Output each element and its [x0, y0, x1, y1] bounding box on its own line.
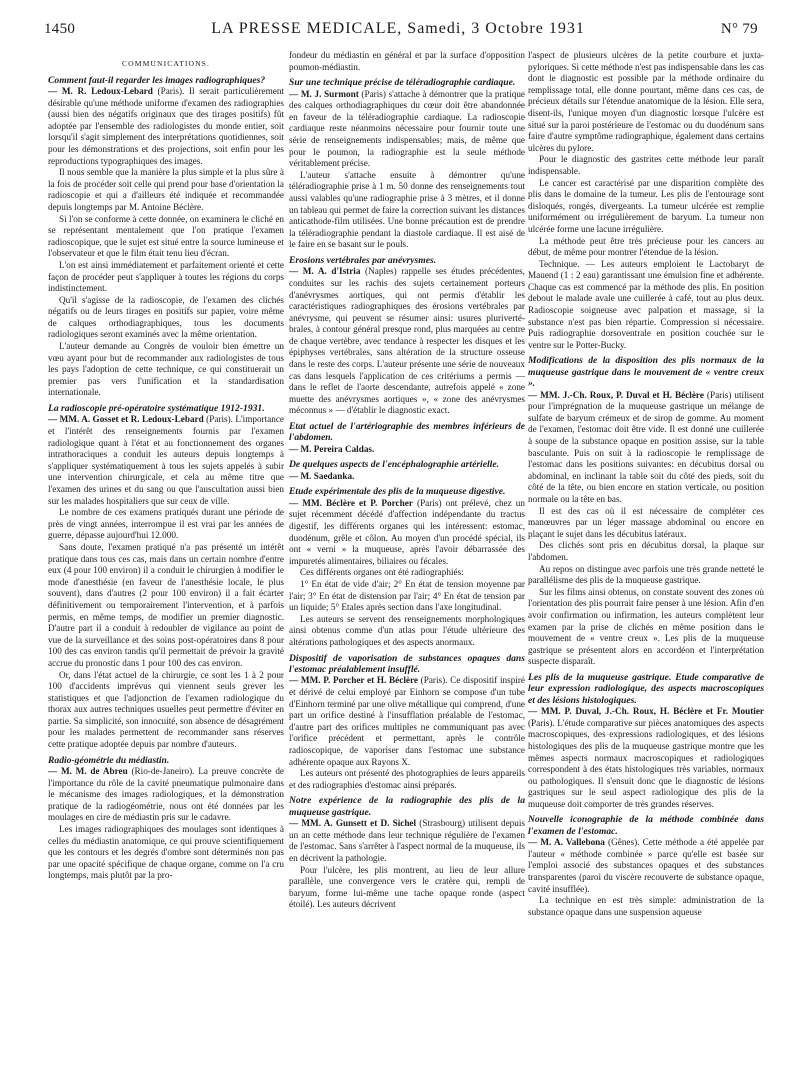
article-lead-text: (Rio-de-Janeiro). La preuve concrète de l'importance du rôle de la cavité pneumatique pulmonaire dans le mécanisme des images radiologiques, et la démonstration pratique de la radiogéométrie, nous ont été données par les moulages en cire de médiastin pris sur le cadavre.	[48, 766, 284, 823]
article-lead-text: (Gênes). Cette méthode a été appelée par l'auteur « méthode combinée » parce qu'elle est basée sur l'emploi associé des substances opaques et des substances transparentes (paroi du viscère recouverte de substance opaque, cavité insufflée).	[528, 837, 764, 894]
article	[289, 421, 525, 455]
article-title: Erosions vertébrales par anévrysmes.	[289, 254, 437, 266]
article-lead-text: (Paris) s'attache à démontrer que la pratique des calques orthodiagraphiques du cœur doit être abandonnée en faveur de la téléradiographie cardiaque. La radioscopie cardiaque reste néanmoins nécessaire pour fournir toute une série de renseignements indispensables; mais, de même que pour le poumon, la radiographie est la seule méthode véritablement précise.	[289, 88, 525, 169]
article	[48, 75, 284, 399]
article-authors: — M. J. Surmont	[289, 88, 359, 99]
article-paragraph: Les auteurs se servent des renseignements morphologiques ainsi obtenus comme d'un atlas pour l'étude ultérieure des altérations pathologiques et des aspects anormaux.	[289, 613, 525, 647]
article	[289, 459, 525, 482]
article-lead-paragraph	[48, 414, 284, 507]
article-authors: — M. Saedanka.	[289, 470, 355, 481]
article-lead-paragraph	[289, 266, 525, 417]
article-authors: — M. A. d'Istria	[289, 266, 361, 277]
section-heading: COMMUNICATIONS.	[121, 59, 210, 68]
article-paragraph: Si l'on se conforme à cette donnée, on examinera le cliché en se représentant mentalement que l'on pratique l'examen radioscopique, que le sujet est situé entre la source lumineuse et l'observateur et que le film était tenu lieu d'écran.	[48, 213, 284, 259]
article-paragraph: Il est des cas où il est nécessaire de compléter ces manœuvres par un léger massage abdominal ou encore en plaçant le sujet dans les décubitus latéraux.	[528, 505, 764, 539]
article-title: Radio-géométrie du médiastin.	[48, 754, 170, 766]
article-paragraph: Or, dans l'état actuel de la chirurgie, ce sont les 1 à 2 pour 100 d'accidents imprévus qui viennent seuls grever les statistiques et que l'adjonction de l'examen radiologique du thorax aux autres techniques usuelles peut permettre d'éviter en partie. Sa simplicité, son innocuité, son absence de désagrément pour les malades permettent de recommander sans réserves cette pratique adoptée depuis par nombre d'auteurs.	[48, 669, 284, 750]
article-lead-text: fondeur du médiastin en général et par la surface d'opposition poumon-médiastin.	[289, 50, 525, 72]
article-authors: — MM. A. Gunsett et D. Sichel	[289, 818, 417, 829]
article	[528, 355, 764, 667]
column-1	[48, 50, 284, 1070]
article	[289, 77, 525, 251]
article-authors: — MM. A. Gosset et R. Ledoux-Lebard	[48, 414, 204, 425]
article-paragraph: Ces différents organes ont été radiographiés:	[300, 567, 464, 578]
article-title: Modifications de la disposition des plis normaux de la muqueuse gastrique dans le mouvement de « ventre creux ».	[528, 355, 764, 390]
article-lead-paragraph	[289, 444, 525, 456]
article-lead-text: (Paris) ont prélevé, chez un sujet récemment décédé d'affection indépendante du tractus digestif, les différents organes qui les intéressent: estomac, duodénum, grêle et côlon. Au moyen d'un procédé spécial, ils ont « verni » la muqueuse, après l'avoir débarrassée des impuretés alimentaires, biliaires ou fécales.	[289, 497, 525, 566]
article-lead-paragraph	[48, 766, 284, 824]
article-paragraph: Sans doute, l'examen pratiqué n'a pas présenté un intérêt pratique dans tous ces cas, mais dans un certain nombre d'entre eux (4 pour 100 environ) il a conduit le chirurgien à modifier le mode d'anesthésie (en faveur de l'anesthésie locale, le plus souvent), dans d'autres (2 pour 100 environ) il a fait écarter définitivement ou temporairement l'intervention, et à parfois permis, en même temps, de modifier un premier diagnostic. D'autre part il a conduit à redoubler de vigilance au point de vue de la surveillance et des soins post-opératoires dans 8 pour 100 des cas environ tandis qu'il permettait de prévoir la gravité accrue du pronostic dans 1 pour 100 des cas environ.	[48, 541, 284, 668]
article	[289, 486, 525, 648]
article-title: Comment faut-il regarder les images radiographiques?	[48, 74, 266, 86]
article-lead-text: (Strasbourg) utilisent depuis un an cette méthode dans leur technique régulière de l'examen de l'estomac. Sans s'arrêter à l'aspect normal de la muqueuse, ils en décrivent la pathologie.	[289, 818, 525, 863]
article-lead-paragraph	[289, 50, 525, 73]
article	[528, 814, 764, 918]
article	[48, 755, 284, 882]
article-lead-paragraph	[289, 498, 525, 568]
article-title: Etude expérimentale des plis de la muqueuse digestive.	[289, 486, 506, 498]
article-authors: — M. M. de Abreu	[48, 766, 128, 777]
article-lead-paragraph	[528, 50, 764, 154]
article-paragraph: Au repos on distingue avec parfois une très grande netteté le parallélisme des plis de la muqueuse gastrique.	[528, 563, 764, 586]
article-lead-text: (Naples) rappelle ses études précédentes, conduites sur les rachis des sujets certainement porteurs d'anévrysmes aortiques, qui ont permis d'établir les caractéristiques radiographiques des érosions vertébrales par anévrysme, qui peuvent se résumer ainsi: usures plurivertébrales, à contour général presque rond, plus marquées au centre de chaque vertèbre, avec tendance à respecter les disques et les épiphyses vertébrales, sans altération de la structure osseuse dans le reste des corps. L'auteur présente une série de nouveaux cas dans lesquels l'application de ces critériums a permis — dans le reflet de l'aorte descendante, autrefois appelé « zone muette des anévrysmes aortiques », « zone des anévrysmes méconnus » — d'établir le diagnostic exact.	[289, 266, 525, 416]
page-number: 1450	[44, 21, 76, 37]
article-lead-text: (Paris). Il serait particulièrement désirable qu'une méthode uniforme d'examen des radiographies (aussi bien des négatifs originaux que des tirages positifs) fût adoptée par l'ensemble des radiologistes du monde entier, soit lorsqu'il s'agit simplement des interprétations quotidiennes, soit pour les démonstrations et des projections, soit enfin pour les reproductions typographiques des images.	[48, 86, 284, 166]
article-paragraph: Qu'il s'agisse de la radioscopie, de l'examen des clichés négatifs ou de leurs tirages en positifs sur papier, voire même de calques orthodiagraphiques, tous les documents radiologiques seront examinés avec la même orientation.	[48, 294, 284, 340]
article-title: Dispositif de vaporisation de substances opaques dans l'estomac préalablement insufflé.	[289, 652, 525, 675]
article-lead-paragraph	[289, 675, 525, 768]
article-lead-text: (Paris). L'importance et l'intérêt des renseignements fournis par l'examen radiologique quant à l'état et au fonctionnement des organes intrathoraciques a conduit les auteurs depuis longtemps à s'appliquer systématiquement à tous les sujets appelés à subir une intervention chirurgicale, et cela au même titre que l'examen des urines et du sang ou que l'auscultation aussi bien sur les malades hospitaliers que sur ceux de ville.	[48, 414, 284, 506]
article-title: Sur une technique précise de téléradiographie cardiaque.	[289, 77, 516, 89]
article	[289, 50, 525, 73]
article-paragraph: L'auteur demande au Congrès de vouloir bien émettre un vœu ayant pour but de recommander aux radiologistes de tous les pays l'adoption de cette technique, ce qui constituerait un premier pas vers l'unification et la standardisation internationale.	[48, 341, 284, 398]
article-lead-paragraph	[48, 86, 284, 167]
article-paragraph: Les images radiographiques des moulages sont identiques à celles du médiastin anatomique, ce qui prouve scientifiquement que les contours et les degrés d'ombre sont déterminés non pas par une opacité spécifique de chaque organe, comme on l'a cru longtemps, mais plutôt par la pro-	[48, 824, 284, 881]
article-title: Les plis de la muqueuse gastrique. Etude comparative de leur expression radiologique, des aspects macroscopiques et des lésions histologiques.	[528, 671, 764, 706]
article-paragraph: Le cancer est caractérisé par une disparition complète des plis dans le domaine de la tumeur. Les plis de l'entourage sont disloqués, rongés, divergeants. La tumeur ulcérée est remplie uniformément ou irrégulièrement de baryum. La tumeur non ulcérée forme une lacune irrégulière.	[528, 177, 764, 234]
article-paragraph: L'on est ainsi immédiatement et parfaitement orienté et cette façon de procéder peut s'appliquer à toutes les régions du corps indistinctement.	[48, 259, 284, 294]
article-authors: — MM. J.-Ch. Roux, P. Duval et H. Béclère	[528, 389, 704, 400]
article-paragraph: Technique. — Les auteurs emploient le Lactobaryt de Mauend (1 : 2 eau) garantissant une émulsion fine et adhérente. Chaque cas est commencé par la méthode des plis. En position debout le malade avale une cuillerée à café, tout au plus deux. Radioscopie soigneuse avec palpation et massage, si la substance n'est pas bien répartie. Compression si nécessaire. Puis radiographie dorsoventrale en position couchée sur le ventre sur le Potter-Bucky.	[528, 258, 764, 350]
article-paragraph: La technique en est très simple: administration de la substance opaque dans une suspension aqueuse	[528, 895, 764, 917]
column-3	[528, 50, 764, 1070]
article-lead-text: (Paris). L'étude comparative sur pièces anatomiques des aspects macroscopiques, des expressions radiologiques, et des lésions histologiques des plis de la muqueuse gastrique montre que les mêmes aspects normaux macroscopiques et radiologiques correspondent à des états histologiques très variables, normaux ou pathologiques. Il s'ensuit donc que le diagnostic de lésions gastriques sur le seul aspect radiologique des plis de la muqueuse doit comporter de très grandes réserves.	[528, 717, 764, 809]
article-paragraph: La méthode peut être très précieuse pour les cancers au début, de même pour montrer l'étendue de la lésion.	[528, 235, 764, 258]
article-paragraph: Les auteurs ont présenté des photographies de leurs appareils et des radiographies d'estomac ainsi préparés.	[289, 768, 525, 790]
article-paragraph: Il nous semble que la manière la plus simple et la plus sûre à la fois de procéder soit celle qui prend pour base d'orientation la radioscopie et qui a d'ailleurs été indiquée et recommandée depuis longtemps par M. Antoine Béclère.	[48, 167, 284, 212]
article-lead-text: (Paris) utilisent pour l'imprégnation de la muqueuse gastrique un mélange de sulfate de baryum crémeux et de sirop de gomme. Au moment de l'examen, l'estomac doit être vide. Il est donné une cuillerée à soupe de la substance opaque en position assise, sur la table basculante. Puis on suit à la radioscopie le remplissage de l'estomac dans les positions suivantes: en décubitus dorsal ou abdominal, en inclinant la table soit du côté des pieds, soit du côté de la tête, ou bien encore en station verticale, ou position normale ou la tête en bas.	[528, 389, 764, 504]
issue-number: N° 79	[720, 21, 758, 37]
article-authors: — M. Pereira Caldas.	[289, 443, 375, 454]
article-paragraph: Des clichés sont pris en décubitus dorsal, la plaque sur l'abdomen.	[528, 540, 764, 562]
page-header	[44, 20, 758, 42]
article-authors: — M. R. Ledoux-Lebard	[48, 86, 153, 96]
article-paragraph: Le nombre de ces examens pratiqués durant une période de près de vingt années, interrompue il est vrai par les années de guerre, dépasse aujourd'hui 12.000.	[48, 507, 284, 541]
article-paragraph: Pour l'ulcère, les plis montrent, au lieu de leur allure parallèle, une convergence vers le cratère qui, rempli de baryum, forme lui-même une tache opaque ronde (aspect étoilé). Les auteurs décrivent	[289, 864, 525, 910]
article	[528, 672, 764, 811]
article-authors: — M. A. Vallebona	[528, 837, 605, 848]
article	[289, 255, 525, 417]
article-lead-paragraph	[528, 837, 764, 895]
article-lead-paragraph	[289, 89, 525, 170]
article	[528, 50, 764, 351]
article-paragraph: Pour le diagnostic des gastrites cette méthode leur paraît indispensable.	[528, 154, 764, 176]
article-paragraph: L'auteur s'attache ensuite à démontrer qu'une téléradiographie prise à 1 m. 50 donne des renseignements tout aussi valables qu'une radiographie prise à 3 mètres, et il donne un tableau qui permet de faire la correction suivant les distances anticathode-film utilisées. Une bonne précaution est de prendre la téléradiographie pendant la diastole cardiaque. Il est aisé de le faire en se basant sur le pouls.	[289, 169, 525, 250]
article-authors: — MM. P. Porcher et H. Béclère	[289, 675, 418, 686]
article-title: Nouvelle iconographie de la méthode combinée dans l'examen de l'estomac.	[528, 814, 764, 837]
article-lead-text: l'aspect de plusieurs ulcères de la petite courbure et juxta-pyloriques. Si cette méthode n'est pas indispensable dans les cas dont le diagnostic est possible par la méthode ordinaire du remplissage total, elle donne pourtant, même dans ces cas, de précieux détails sur l'étendue anatomique de la lésion. Elle sera, disent-ils, l'unique moyen d'un diagnostic lorsque l'ulcère est situé sur la paroi postérieure de l'estomac ou du duodénum sans faire d'autre symptôme radiographique, également dans certains ulcères du pylore.	[528, 50, 764, 153]
article-title: Notre expérience de la radiographie des plis de la muqueuse gastrique.	[289, 795, 525, 818]
article-title: Etat actuel de l'artériographie des membres inférieurs de l'abdomen.	[289, 421, 525, 444]
article	[289, 653, 525, 792]
article-lead-paragraph	[289, 818, 525, 864]
article	[48, 403, 284, 751]
article	[289, 795, 525, 911]
article-lead-text: (Paris). Ce dispositif inspiré et dérivé de celui employé par Einhorn se compose d'un tube d'Einhorn terminé par une olive métallique qui comprend, d'une part un orifice destiné à l'insufflation préalable de l'estomac, d'autre part des orifices multiples ne communiquant pas avec l'orifice précédent et permettant, après le contrôle radioscopique, de vaporiser dans l'estomac une substance adhérente opaque aux Rayons X.	[289, 675, 525, 767]
article-paragraph: Sur les films ainsi obtenus, on constate souvent des zones où l'orientation des plis pourrait faire penser à une lésion. Afin d'en avoir confirmation ou infirmation, les auteurs complètent leur examen par la prise de clichés en même position dans le mouvement de « ventre creux ». Les plis de la muqueuse gastrique se présentent alors en accordéon et l'interprétation suspecte disparaît.	[528, 586, 764, 667]
article-lead-paragraph	[289, 471, 525, 483]
column-2	[289, 50, 525, 1070]
article-paragraph: 1° En état de vide d'air; 2° En état de tension moyenne par l'air; 3° En état de distension par l'air; 4° En état de tension par un liquide; 5° Etales après section dans l'axe longitudinal.	[289, 579, 525, 613]
article-lead-paragraph	[528, 390, 764, 506]
article-authors: — MM. Béclère et P. Porcher	[289, 497, 413, 508]
article-title: De quelques aspects de l'encéphalographie artérielle.	[289, 459, 499, 471]
journal-title: LA PRESSE MEDICALE, Samedi, 3 Octobre 1931	[211, 20, 585, 37]
article-lead-paragraph	[528, 706, 764, 810]
article-title: La radioscopie pré-opératoire systématique 1912-1931.	[48, 403, 265, 415]
article-authors: — MM. P. Duval, J.-Ch. Roux, H. Béclère et Fr. Moutier	[528, 706, 764, 717]
